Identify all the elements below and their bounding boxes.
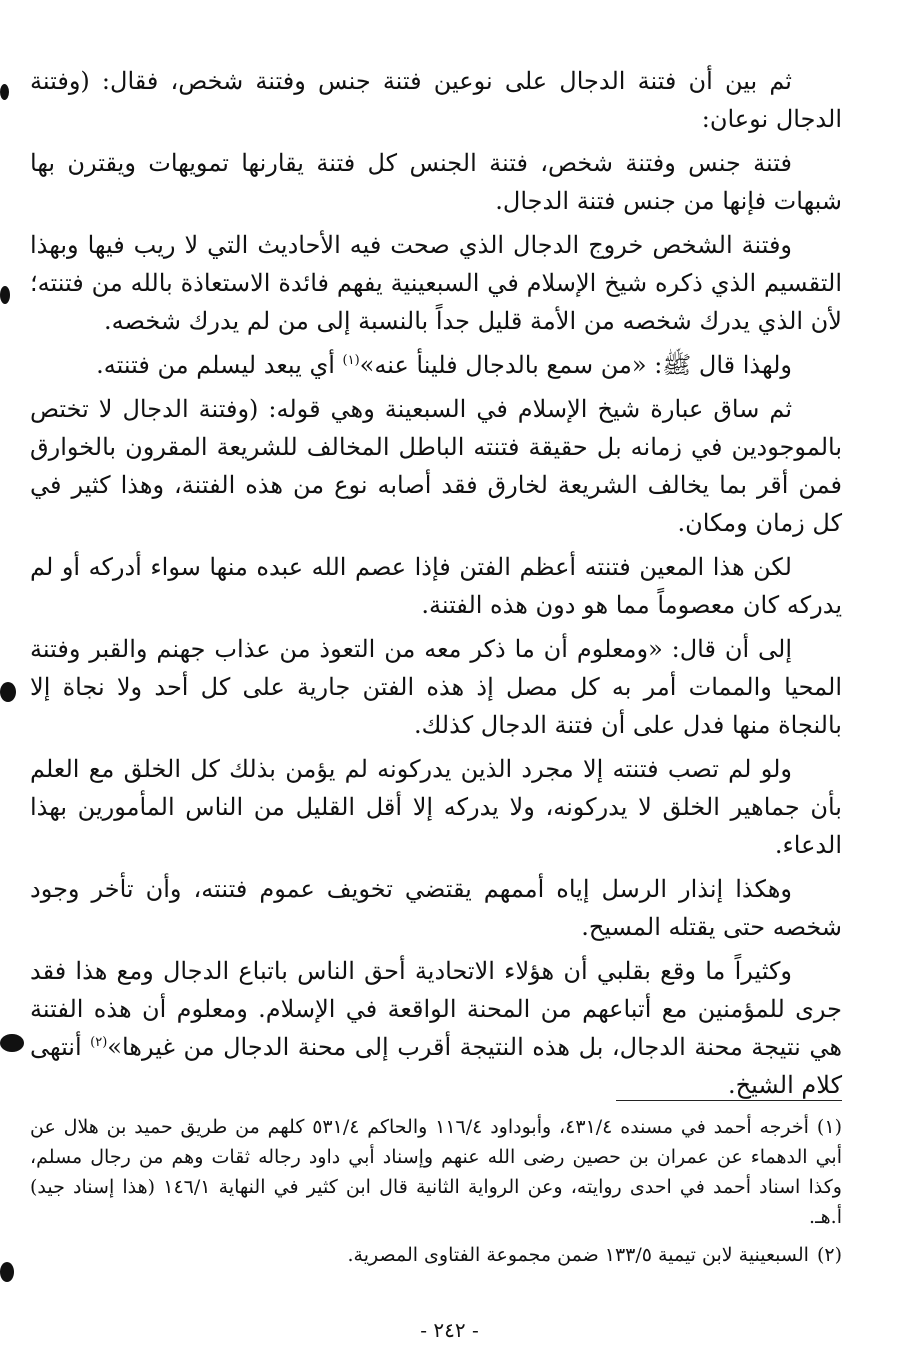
scan-mark-5 bbox=[0, 1262, 14, 1282]
paragraph-9: وهكذا إنذار الرسل إياه أممهم يقتضي تخويف عموم فتنته، وأن تأخر وجود شخصه حتى يقتله المسيح. bbox=[30, 875, 842, 941]
footnote-2 bbox=[30, 1240, 842, 1270]
paragraph-10-text: وكثيراً ما وقع بقلبي أن هؤلاء الاتحادية أحق الناس باتباع الدجال ومع هذا فقد جرى للمؤمنين مع أتباعهم من المحنة الواقعة في الإسلام. ومعلوم أن هذه الفتنة هي نتيجة محنة الدجال، بل هذه النتيجة أقرب إلى محنة الدجال من غيرها» bbox=[30, 957, 842, 1061]
paragraph-3: وفتنة الشخص خروج الدجال الذي صحت فيه الأحاديث التي لا ريب فيها وبهذا التقسيم الذي ذكره شيخ الإسلام في السبعينية يفهم فائدة الاستعاذة بالله من فتنته؛ لأن الذي يدرك شخصه من الأمة قليل جداً بالنسبة إلى من لم يدرك شخصه. bbox=[30, 231, 842, 335]
paragraph-5: ثم ساق عبارة شيخ الإسلام في السبعينة وهي قوله: (وفتنة الدجال لا تختص بالموجودين في زمانه بل حقيقة فتنته الباطل المخالف للشريعة المقرون بالخوارق فمن أقر بما يخالف الشريعة لخارق فقد أصابه نوع من هذه الفتنة، وهذا كثير في كل زمان ومكان. bbox=[30, 395, 842, 537]
footnote-2-number: (٢) bbox=[816, 1244, 842, 1266]
footnote-1 bbox=[30, 1112, 842, 1232]
paragraph-10 bbox=[30, 952, 842, 1104]
paragraph-1: ثم بين أن فتنة الدجال على نوعين فتنة جنس وفتنة شخص، فقال: (وفتنة الدجال نوعان: bbox=[30, 67, 842, 133]
main-text bbox=[30, 62, 842, 1110]
paragraph-2: فتنة جنس وفتنة شخص، فتنة الجنس كل فتنة يقارنها تمويهات ويقترن بها شبهات فإنها من جنس فتنة الدجال. bbox=[30, 149, 842, 215]
scan-mark-3 bbox=[0, 682, 16, 702]
paragraph-4 bbox=[30, 346, 842, 384]
footnote-ref-2: (٢) bbox=[90, 1035, 108, 1050]
footnote-1-number: (١) bbox=[816, 1116, 842, 1138]
footnote-2-text: السبعينية لابن تيمية ١٣٣/٥ ضمن مجموعة الفتاوى المصرية. bbox=[347, 1244, 809, 1266]
paragraph-4-text: ولهذا قال ﷺ: «من سمع بالدجال فلينأ عنه» bbox=[359, 351, 792, 379]
paragraph-8: ولو لم تصب فتنته إلا مجرد الذين يدركونه لم يؤمن بذلك كل الخلق مع العلم بأن جماهير الخلق لا يدركونه، ولا يدركه إلا أقل القليل من الناس المأمورين بهذا الدعاء. bbox=[30, 755, 842, 859]
footnote-1-text: أخرجه أحمد في مسنده ٤٣١/٤، وأبوداود ١١٦/٤ والحاكم ٥٣١/٤ كلهم من طريق حميد بن هلال عن أبي الدهماء عن عمران بن حصين رضى الله عنهم وإسناد أبي داود رجاله ثقات وهم من رجال مسلم، وكذا اسناد أحمد في احدى روايته، وعن الرواية الثانية قال ابن كثير في النهاية ١٤٦/١ (هذا إسناد جيد) أ.هـ. bbox=[30, 1116, 842, 1228]
paragraph-4-tail: أي يبعد ليسلم من فتنته. bbox=[96, 351, 343, 379]
scan-mark-4 bbox=[0, 1034, 24, 1052]
paragraph-10-tail: أنتهى كلام الشيخ. bbox=[30, 1033, 842, 1099]
footnote-ref-1: (١) bbox=[342, 353, 360, 368]
footnotes bbox=[30, 1112, 842, 1278]
paragraph-7: إلى أن قال: «ومعلوم أن ما ذكر معه من التعوذ من عذاب جهنم والقبر وفتنة المحيا والممات أمر به كل مصل إذ هذه الفتن جارية على كل أحد ولا نجاة إلا بالنجاة منها فدل على أن فتنة الدجال كذلك. bbox=[30, 635, 842, 739]
scan-mark-1 bbox=[0, 84, 9, 100]
page-number: - ٢٤٢ - bbox=[420, 1318, 479, 1342]
footnote-divider bbox=[616, 1100, 842, 1101]
scan-mark-2 bbox=[0, 286, 10, 304]
paragraph-6: لكن هذا المعين فتنته أعظم الفتن فإذا عصم الله عبده منها سواء أدركه أو لم يدركه كان معصوماً مما هو دون هذه الفتنة. bbox=[30, 553, 842, 619]
